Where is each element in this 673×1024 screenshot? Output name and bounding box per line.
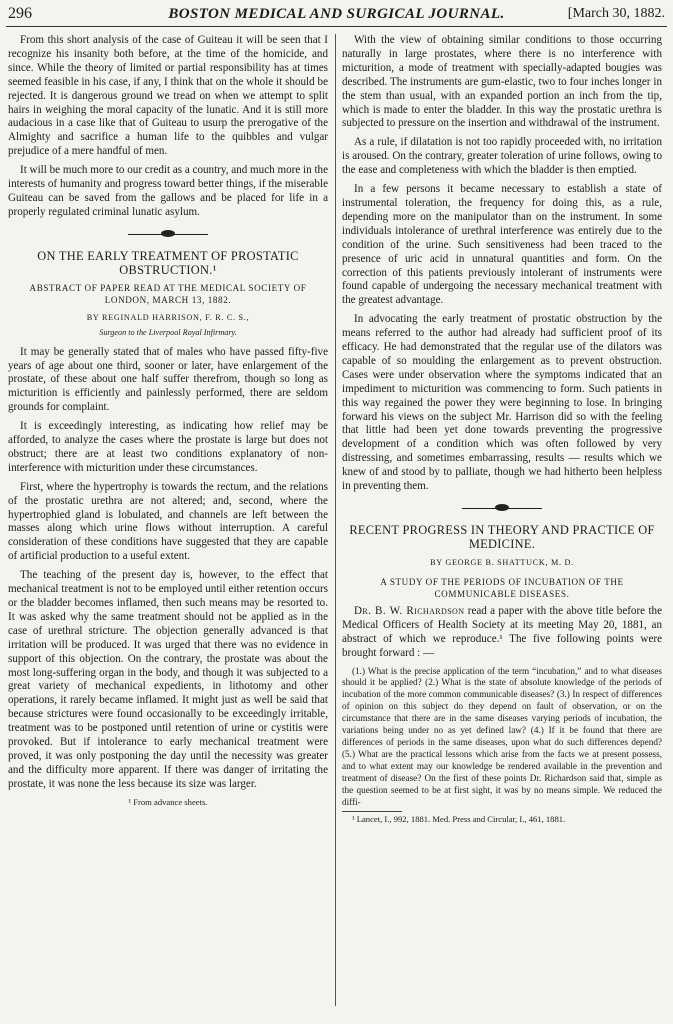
footnote: ¹ From advance sheets. <box>128 796 208 807</box>
paragraph: From this short analysis of the case of Guiteau it will be seen that I recognize his insanity both before, at the time of the homicide, and since. While the theory of limited or partial responsibility has at times seemed feasible in his case, if any, I think that on the whole it should be rejected. It is dangerous ground we tread on when we attempt to split hairs in weighing the moral capacity of the lunatic. And it is still more audacious in a case like that of Guiteau to usurp the prerogative of the Almighty and sacrifice a human life to the quibbles and vulgar prejudice of a mere handful of men. <box>8 34 328 158</box>
author-affiliation: Surgeon to the Liverpool Royal Infirmary. <box>99 327 237 337</box>
paragraph: It is exceedingly interesting, as indicating how relief may be afforded, to analyze the cases where the prostate is large but does not obstruct; there are at least two conditions explanatory of non-interference with micturition under these circumstances. <box>8 420 328 474</box>
paragraph: In advocating the early treatment of prostatic obstruction by the means referred to the author had already had sufficient proof of its efficacy. He had demonstrated that the regular use of the dilators was capable of so moulding the enlargement as to prevent obstruction. Cases were under observation where the symptoms indicated that an impediment to micturition was commencing to form. Such patients in this way regained the power they were beginning to lose. In bringing forward his views on the subject Mr. Harrison did so with the feeling that little had been yet done towards preventing the progressive development of a condition which was often followed by very distressing, and sometimes embarrassing, results — results which we knew of and stood by to palliate, though we had hitherto been helpless in preventing them. <box>342 313 662 493</box>
abstract-heading: ABSTRACT OF PAPER READ AT THE MEDICAL SOCIETY OF LONDON, MARCH 13, 1882. <box>29 282 307 305</box>
paragraph-lead: Dr. B. W. Richardson <box>354 604 465 617</box>
author-byline: BY GEORGE B. SHATTUCK, M. D. <box>430 558 574 567</box>
paragraph: As a rule, if dilatation is not too rapidly proceeded with, no irritation is aroused. On the contrary, greater toleration of urine follows, owing to the ease and completeness with which the bladder is then emptied. <box>342 136 662 177</box>
paragraph: In a few persons it became necessary to establish a state of instrumental toleration, the frequency for doing this, as a rule, depending more on the manipulator than on the instrument. In some individuals intolerance of urethral interference was entirely due to the condition of the urine. Such sensitiveness had been traced to the presence of uric acid in unnatural quantities and form. On the correction of this patients previously intolerant of instruments were found capable of undergoing the necessary mechanical treatment with the greatest advantage. <box>342 183 662 307</box>
paragraph: It may be generally stated that of males who have passed fifty-five years of age about one third, sooner or later, have enlargement of the prostate, of these about one half suffer therefrom, though so long as micturition is efficiently and painlessly performed, there are seldom grounds for complaint. <box>8 345 328 414</box>
section-ornament <box>8 227 328 241</box>
paragraph: With the view of obtaining similar conditions to those occurring naturally in large prostates, where there is no interference with micturition, a mode of treatment with specially-adapted bougies was described. The instruments are gum-elastic, two to four inches longer in the stem than usual, with an expanded portion an inch from the tip, which is made to enter the bladder. In this way the prostatic urethra is subjected to pressure on the insertion and withdrawal of the instrument. <box>342 34 662 130</box>
left-column <box>8 34 328 808</box>
issue-date: [March 30, 1882. <box>567 6 665 21</box>
page-number: 296 <box>8 5 32 22</box>
paragraph-rest: read a paper with the above title before the Medical Officers of Health Society at its meeting May 20, 1881, an abstract of which we reproduce.¹ The five following points were brought forward : — <box>342 604 662 659</box>
quoted-points: (1.) What is the precise application of the term “incubation,” and to what diseases should it be applied? (2.) What is the state of absolute knowledge of the periods of incubation of the more common communicable diseases? (3.) In respect of differences of opinion on this subject do they depend on fault of observation, or on the circumstance that there are in the same diseases varying periods of incubation, the variations being under no as yet defined law? (4.) If it be found that there are differences of periods in the same diseases, upon what do such differences depend? (5.) What are the practical lessons which arise from the facts we at present possess, and to what extent may our knowledge be rendered available in the prevention and treatment of disease? On the first of these points Dr. Richardson said that, simple as the question seemed to be at first sight, it was by no means simple. We reduced the diffi- <box>342 665 662 807</box>
section-ornament <box>342 501 662 515</box>
paragraph: It will be much more to our credit as a country, and much more in the interests of humanity and progress toward better things, if the miserable Guiteau can be saved from the gallows and be placed for life in a properly regulated criminal lunatic asylum. <box>8 164 328 218</box>
section-title: ON THE EARLY TREATMENT OF PROSTATIC OBSTRUCTION.¹ <box>37 248 299 277</box>
column-divider <box>335 34 336 1006</box>
author-byline: BY REGINALD HARRISON, F. R. C. S., <box>86 312 250 322</box>
paragraph: First, where the hypertrophy is towards the rectum, and the relations of the prostatic urethra are not altered; and, second, where the hypertrophied gland is lobulated, and channels are left between the masses along which urine flows without interruption. A careful consideration of these conditions have suggested that they are capable of artificial production to a useful extent. <box>8 480 328 563</box>
section-title: RECENT PROGRESS IN THEORY AND PRACTICE OF MEDICINE. <box>349 523 655 551</box>
article-subtitle: A STUDY OF THE PERIODS OF INCUBATION OF THE COMMUNICABLE DISEASES. <box>380 576 624 599</box>
paragraph: The teaching of the present day is, however, to the effect that mechanical treatment is not to be employed until either retention occurs or the bladder becomes inflamed, then such means may be resorted to. It was asked why the same treatment should not be applied as in the case of urethral stricture. The objection generally advanced is that irritation will be produced. It was urged that there was no evidence in support of this objection. On the contrary, the prostate was about the most long-suffering organ in the body, and though it was subjected to a great variety of mechanical expedients, in lithotomy and other operations, it rarely became inflamed. It might just as well be said that because strictures were found occasionally to be exceedingly irritable, treatment was to be postponed until retention of urine or cystitis were provoked. But if intolerance to early mechanical treatment were proved, it was only postponing the day until the necessity was greater and the difficulty more apparent. If there was danger of irritating the prostate, it was none the less because its size was larger. <box>8 569 328 790</box>
journal-title: BOSTON MEDICAL AND SURGICAL JOURNAL. <box>168 6 505 22</box>
page-header <box>6 4 667 27</box>
footnote-rule <box>342 811 402 812</box>
paragraph <box>342 605 662 661</box>
footnote: ¹ Lancet, I., 992, 1881. Med. Press and Circular, I., 461, 1881. <box>352 814 566 825</box>
right-column <box>342 34 662 825</box>
